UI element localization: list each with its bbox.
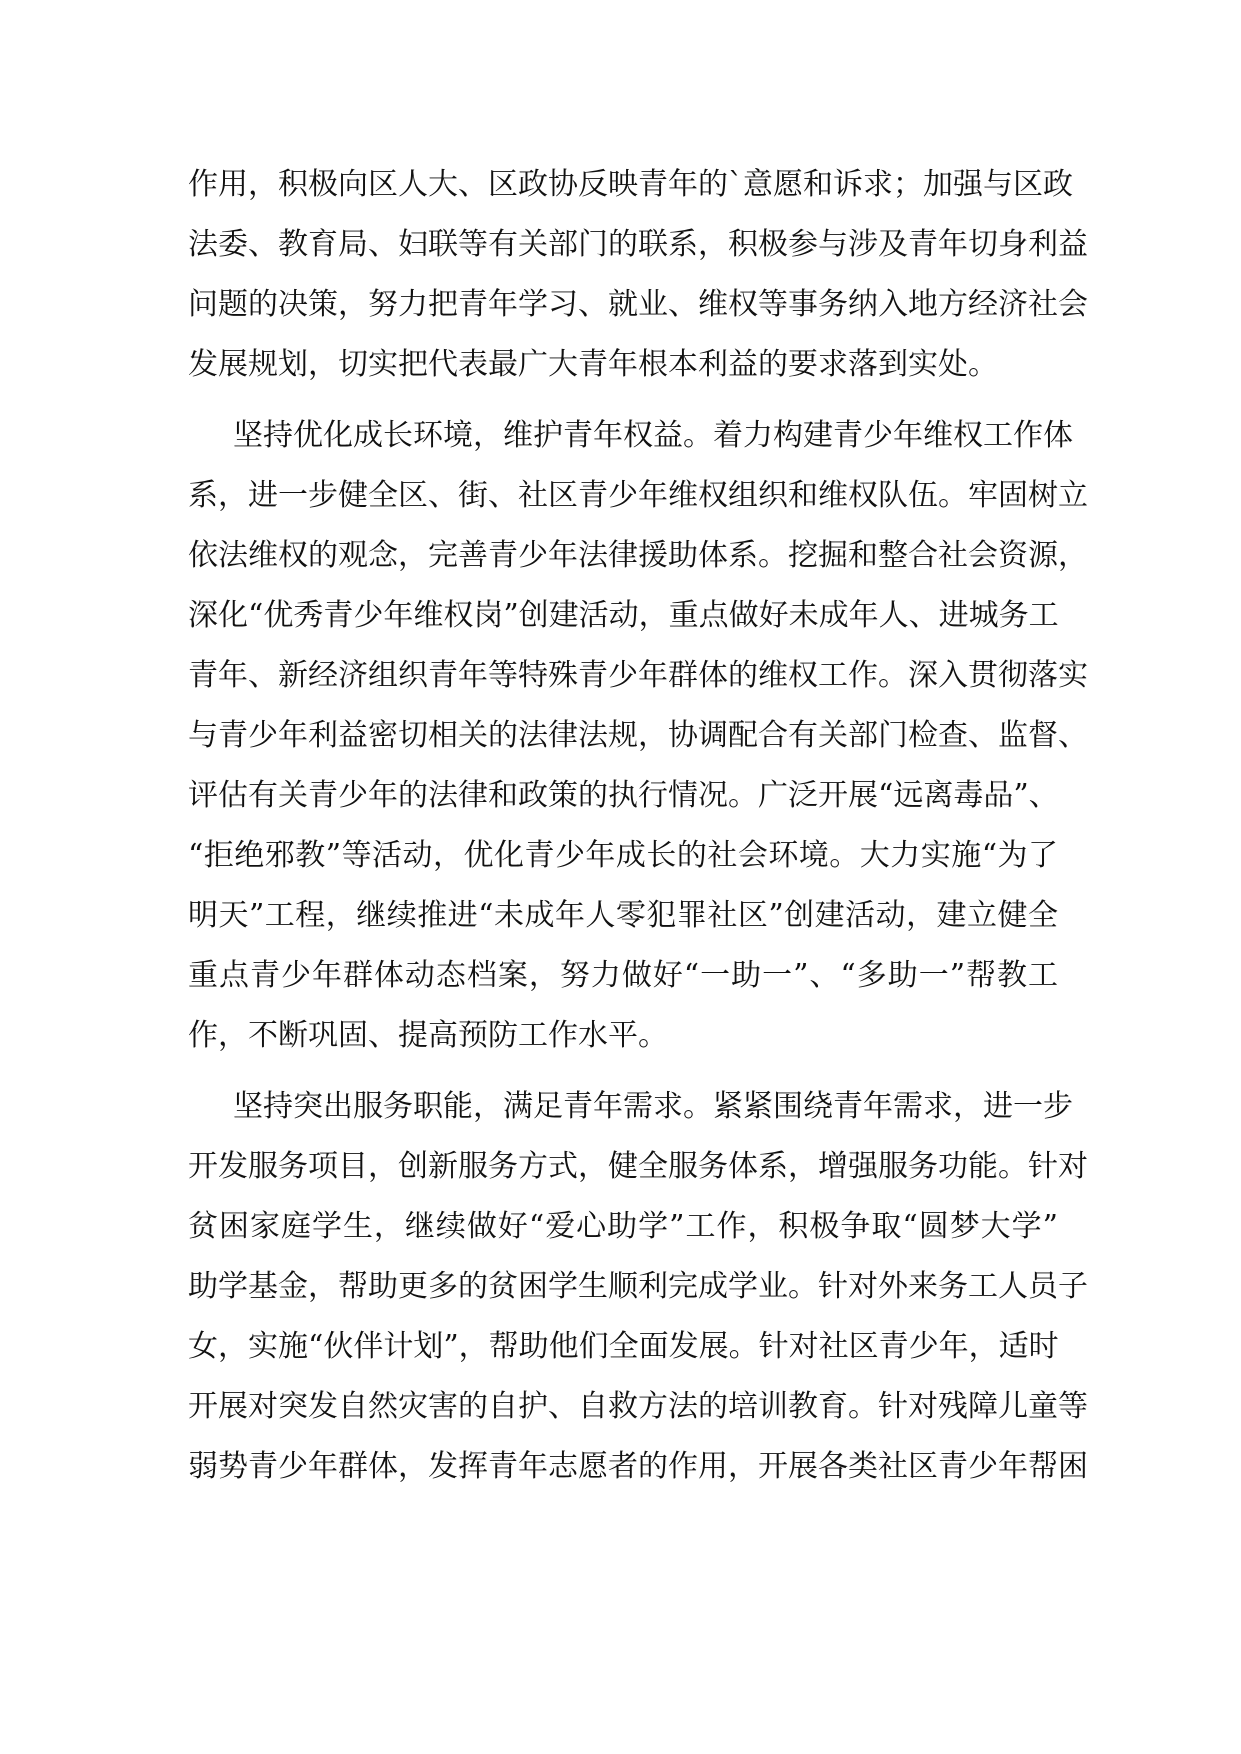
text-line: 明天”工程，继续推进“未成年人零犯罪社区”创建活动，建立健全: [188, 898, 1058, 933]
text-line: 与青少年利益密切相关的法律法规，协调配合有关部门检查、监督、: [188, 718, 1088, 753]
text-line: 坚持突出服务职能，满足青年需求。紧紧围绕青年需求，进一步: [233, 1089, 1073, 1124]
text-line: 青年、新经济组织青年等特殊青少年群体的维权工作。深入贯彻落实: [188, 658, 1088, 693]
text-line: 助学基金，帮助更多的贫困学生顺利完成学业。针对外来务工人员子: [188, 1269, 1088, 1304]
paragraph: [188, 406, 1088, 1066]
text-line: 问题的决策，努力把青年学习、就业、维权等事务纳入地方经济社会: [188, 287, 1088, 322]
text-line: 贫困家庭学生，继续做好“爱心助学”工作，积极争取“圆梦大学”: [188, 1209, 1058, 1244]
text-line: 发展规划，切实把代表最广大青年根本利益的要求落到实处。: [188, 347, 998, 382]
text-line: 重点青少年群体动态档案，努力做好“一助一”、“多助一”帮教工: [188, 958, 1058, 993]
text-line: 开发服务项目，创新服务方式，健全服务体系，增强服务功能。针对: [188, 1149, 1088, 1184]
text-line: 法委、教育局、妇联等有关部门的联系，积极参与涉及青年切身利益: [188, 227, 1088, 262]
paragraph: [188, 1077, 1088, 1497]
paragraph: [188, 155, 1088, 395]
text-line: 作，不断巩固、提高预防工作水平。: [188, 1018, 668, 1053]
text-line: 作用，积极向区人大、区政协反映青年的`意愿和诉求；加强与区政: [188, 167, 1073, 202]
text-line: 女，实施“伙伴计划”，帮助他们全面发展。针对社区青少年，适时: [188, 1329, 1059, 1364]
text-line: 开展对突发自然灾害的自护、自救方法的培训教育。针对残障儿童等: [188, 1389, 1088, 1424]
body-text: [188, 155, 1088, 1497]
text-line: 依法维权的观念，完善青少年法律援助体系。挖掘和整合社会资源，: [188, 538, 1088, 573]
text-line: “拒绝邪教”等活动，优化青少年成长的社会环境。大力实施“为了: [188, 838, 1058, 873]
text-line: 深化“优秀青少年维权岗”创建活动，重点做好未成年人、进城务工: [188, 598, 1059, 633]
text-line: 系，进一步健全区、街、社区青少年维权组织和维权队伍。牢固树立: [188, 478, 1088, 513]
text-line: 坚持优化成长环境，维护青年权益。着力构建青少年维权工作体: [233, 418, 1073, 453]
text-line: 评估有关青少年的法律和政策的执行情况。广泛开展“远离毒品”、: [188, 778, 1059, 813]
text-line: 弱势青少年群体，发挥青年志愿者的作用，开展各类社区青少年帮困: [188, 1449, 1088, 1484]
